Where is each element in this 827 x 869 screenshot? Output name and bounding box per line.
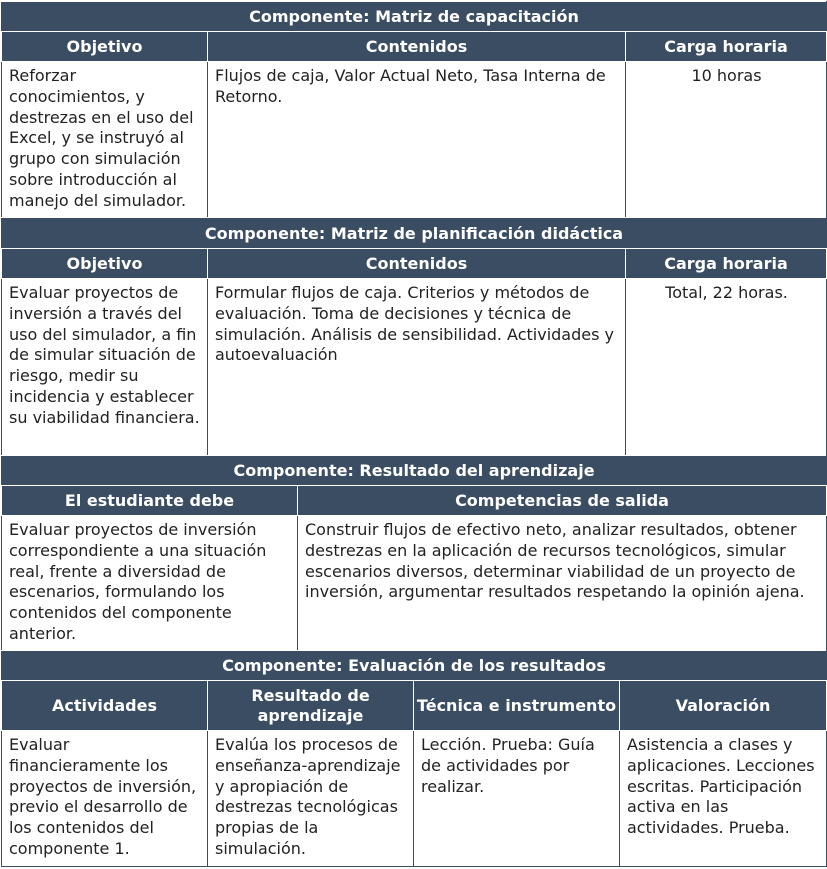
header-carga-horaria: Carga horaria xyxy=(626,32,827,62)
cell-carga-horaria: 10 horas xyxy=(626,62,827,218)
table-resultado-aprendizaje xyxy=(1,455,827,651)
cell-carga-horaria: Total, 22 horas. xyxy=(626,279,827,456)
header-resultado-aprendizaje: Resultado de aprendizaje xyxy=(208,681,414,731)
cell-contenidos: Formular flujos de caja. Criterios y métodos de evaluación. Toma de decisiones y técnica de simulación. Análisis de sensibilidad. Actividades y autoevaluación xyxy=(208,279,626,456)
cell-objetivo: Evaluar proyectos de inversión a través del uso del simulador, a fin de simular situación de riesgo, medir su incidencia y establecer su viabilidad financiera. xyxy=(2,279,208,456)
header-objetivo: Objetivo xyxy=(2,249,208,279)
section-title-planificacion: Componente: Matriz de planificación didáctica xyxy=(2,218,827,249)
header-contenidos: Contenidos xyxy=(208,32,626,62)
cell-objetivo: Reforzar conocimientos, y destrezas en el uso del Excel, y se instruyó al grupo con simulación sobre introducción al manejo del simulador. xyxy=(2,62,208,218)
header-tecnica-instrumento: Técnica e instrumento xyxy=(414,681,620,731)
cell-estudiante-debe: Evaluar proyectos de inversión correspondiente a una situación real, frente a diversidad de escenarios, formulando los contenidos del componente anterior. xyxy=(2,516,298,651)
section-title-resultado: Componente: Resultado del aprendizaje xyxy=(2,456,827,486)
cell-resultado-aprendizaje: Evalúa los procesos de enseñanza-aprendizaje y apropiación de destrezas tecnológicas propias de la simulación. xyxy=(208,731,414,867)
table-capacitacion xyxy=(1,1,827,218)
header-objetivo: Objetivo xyxy=(2,32,208,62)
header-valoracion: Valoración xyxy=(620,681,827,731)
cell-competencias-salida: Construir flujos de efectivo neto, analizar resultados, obtener destrezas en la aplicación de recursos tecnológicos, simular escenarios diversos, determinar viabilidad de un proyecto de inversión, argumentar resultados respetando la opinión ajena. xyxy=(298,516,827,651)
header-contenidos: Contenidos xyxy=(208,249,626,279)
cell-contenidos: Flujos de caja, Valor Actual Neto, Tasa Interna de Retorno. xyxy=(208,62,626,218)
section-title-capacitacion: Componente: Matriz de capacitación xyxy=(2,2,827,32)
section-title-evaluacion: Componente: Evaluación de los resultados xyxy=(2,651,827,681)
cell-tecnica-instrumento: Lección. Prueba: Guía de actividades por realizar. xyxy=(414,731,620,867)
header-actividades: Actividades xyxy=(2,681,208,731)
table-planificacion xyxy=(1,217,827,456)
cell-actividades: Evaluar financieramente los proyectos de inversión, previo el desarrollo de los contenidos del componente 1. xyxy=(2,731,208,867)
header-competencias-salida: Competencias de salida xyxy=(298,486,827,516)
header-carga-horaria: Carga horaria xyxy=(626,249,827,279)
table-evaluacion-resultados xyxy=(1,650,827,867)
cell-valoracion: Asistencia a clases y aplicaciones. Lecciones escritas. Participación activa en las actividades. Prueba. xyxy=(620,731,827,867)
header-estudiante-debe: El estudiante debe xyxy=(2,486,298,516)
